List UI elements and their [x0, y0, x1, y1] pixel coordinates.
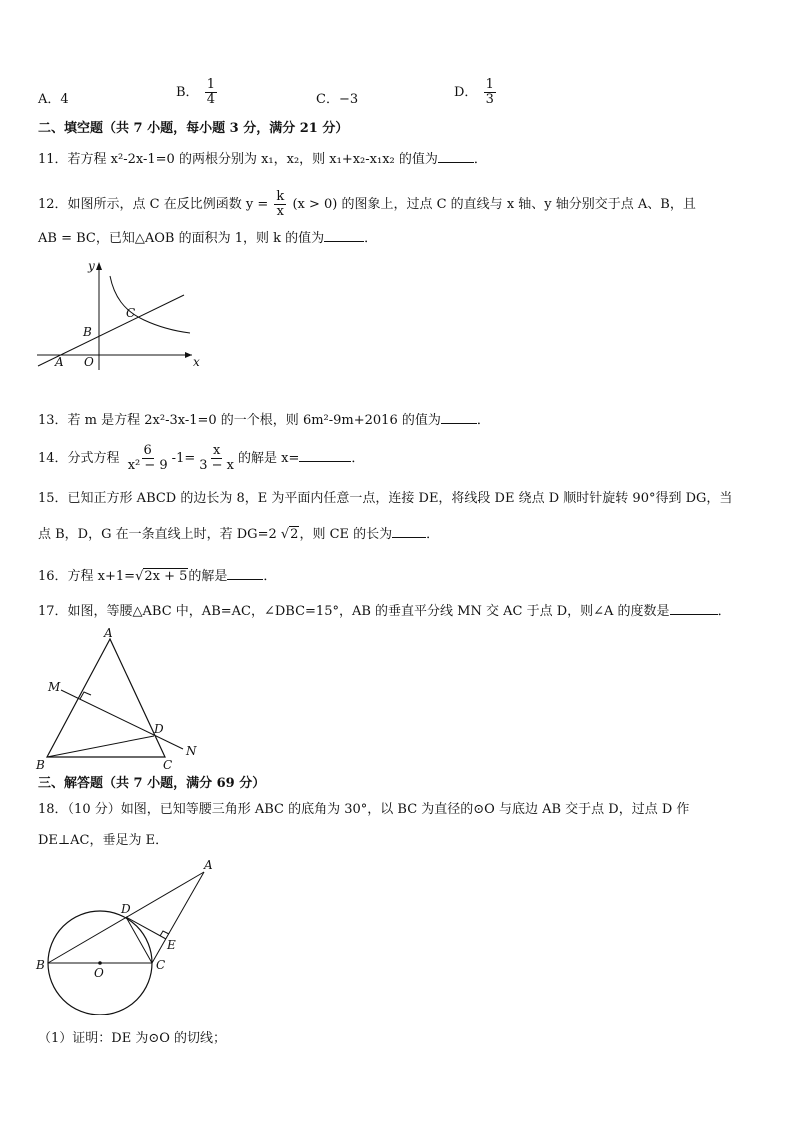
option-d-fraction: [484, 78, 496, 107]
label-b: B: [36, 758, 45, 772]
q16-end: ．: [263, 569, 277, 584]
q14-text-pre: 14．分式方程: [38, 451, 120, 466]
fraction-denominator: 3 − x: [199, 458, 234, 473]
question-11: [38, 150, 487, 169]
q16-text-mid: 的解是: [188, 569, 228, 584]
option-a: A．4: [38, 92, 69, 107]
option-b-label: B．: [176, 85, 199, 100]
question-18-line2: DE⊥AC，垂足为 E．: [38, 833, 169, 848]
segment-bd: [47, 736, 154, 757]
q14-fraction-1: [126, 444, 170, 473]
label-b: B: [83, 325, 92, 339]
fraction-numerator: 6: [143, 443, 152, 458]
label-c: C: [163, 758, 173, 772]
label-a: A: [55, 355, 64, 369]
sqrt-symbol: √: [280, 527, 290, 542]
q16-sqrt-radicand: 2x + 5: [144, 569, 188, 584]
sqrt-symbol: √: [135, 569, 144, 584]
question-15-line2: [38, 525, 439, 544]
label-a: A: [204, 858, 213, 872]
q12-end: ．: [364, 231, 378, 246]
question-13: [38, 411, 490, 430]
label-c: C: [126, 306, 136, 320]
triangle-abc: [47, 639, 165, 757]
q14-text-post: 的解是 x=: [238, 451, 300, 466]
label-x: x: [193, 355, 200, 369]
question-12-line2: [38, 229, 377, 248]
answer-blank: [392, 525, 426, 538]
center-dot: [98, 961, 102, 965]
question-18-line1: 18．（10 分）如图，已知等腰三角形 ABC 的底角为 30°，以 BC 为直径的⊙O 与底边 AB 交于点 D，过点 D 作: [38, 802, 690, 817]
option-b: [176, 78, 219, 107]
fraction-numerator: k: [276, 189, 285, 204]
question-17: [38, 602, 731, 621]
q17-figure: [30, 624, 215, 772]
q16-text-pre: 16．方程 x+1=: [38, 569, 136, 584]
option-d-label: D．: [454, 85, 478, 100]
option-c: C．−3: [316, 92, 359, 107]
q12-fraction: [274, 190, 286, 219]
fraction-denominator: x: [276, 204, 285, 219]
answer-blank: [670, 602, 718, 615]
fraction-denominator: x² − 9: [127, 458, 168, 473]
segment-ca: [152, 872, 204, 963]
q15-line2-mid: ，则 CE 的长为: [299, 527, 393, 542]
label-n: N: [186, 744, 197, 758]
q14-text-mid: -1=: [171, 451, 196, 466]
section-fill-in-heading: 二、填空题（共 7 小题，每小题 3 分，满分 21 分）: [38, 121, 349, 136]
fraction-numerator: 1: [206, 77, 215, 92]
label-o: O: [94, 966, 104, 980]
question-16: [38, 567, 276, 586]
answer-blank: [299, 449, 351, 462]
q11-text: 11．若方程 x²-2x-1=0 的两根分别为 x₁，x₂，则 x₁+x₂-x₁x₂ 的值为: [38, 152, 438, 167]
label-d: D: [154, 722, 164, 736]
q12-figure: [34, 256, 210, 376]
answer-blank: [441, 411, 477, 424]
x-axis-arrow: [185, 352, 192, 358]
q15-line2-pre: 点 B，D，G 在一条直线上时，若 DG=2: [38, 527, 277, 542]
answer-blank: [324, 229, 364, 242]
q15-sqrt-radicand: 2: [290, 527, 299, 542]
q12-text-pre: 12．如图所示，点 C 在反比例函数 y =: [38, 197, 269, 212]
section-solve-heading: 三、解答题（共 7 小题，满分 69 分）: [38, 776, 266, 791]
q13-text: 13．若 m 是方程 2x²-3x-1=0 的一个根，则 6m²-9m+2016 的值为: [38, 413, 441, 428]
label-o: O: [84, 355, 94, 369]
fraction-numerator: x: [212, 443, 221, 458]
label-m: M: [48, 680, 61, 694]
hyperbola-curve: [110, 276, 190, 333]
label-e: E: [167, 938, 176, 952]
fraction-numerator: 1: [485, 77, 494, 92]
q18-figure: [32, 855, 222, 1015]
label-y: y: [88, 259, 95, 273]
y-axis-arrow: [96, 262, 102, 270]
option-d: [454, 78, 498, 107]
q14-fraction-2: [197, 444, 236, 473]
question-18-part1: （1）证明：DE 为⊙O 的切线；: [38, 1031, 226, 1046]
q13-end: ．: [476, 413, 490, 428]
fraction-denominator: 3: [485, 92, 494, 107]
q15-end: ．: [426, 527, 440, 542]
fraction-denominator: 4: [206, 92, 215, 107]
label-a: A: [104, 626, 113, 640]
q11-end: ．: [473, 152, 487, 167]
line-mn: [61, 690, 183, 749]
label-d: D: [121, 902, 131, 916]
answer-blank: [227, 567, 263, 580]
question-14: [38, 444, 364, 473]
label-c: C: [156, 958, 166, 972]
question-15-line1: 15．已知正方形 ABCD 的边长为 8，E 为平面内任意一点，连接 DE，将线段 DE 绕点 D 顺时针旋转 90°得到 DG，当: [38, 491, 733, 506]
q17-end: ．: [717, 604, 731, 619]
q12-text-mid: (x > 0) 的图象上，过点 C 的直线与 x 轴、y 轴分别交于点 A、B，且: [292, 197, 696, 212]
q14-end: ．: [351, 451, 365, 466]
answer-blank: [438, 150, 474, 163]
question-12-line1: [38, 190, 696, 219]
q17-text: 17．如图，等腰△ABC 中，AB=AC，∠DBC=15°，AB 的垂直平分线 MN 交 AC 于点 D，则∠A 的度数是: [38, 604, 670, 619]
label-b: B: [36, 958, 45, 972]
q12-line2-text: AB = BC，已知△AOB 的面积为 1，则 k 的值为: [38, 231, 325, 246]
option-b-fraction: [205, 78, 217, 107]
